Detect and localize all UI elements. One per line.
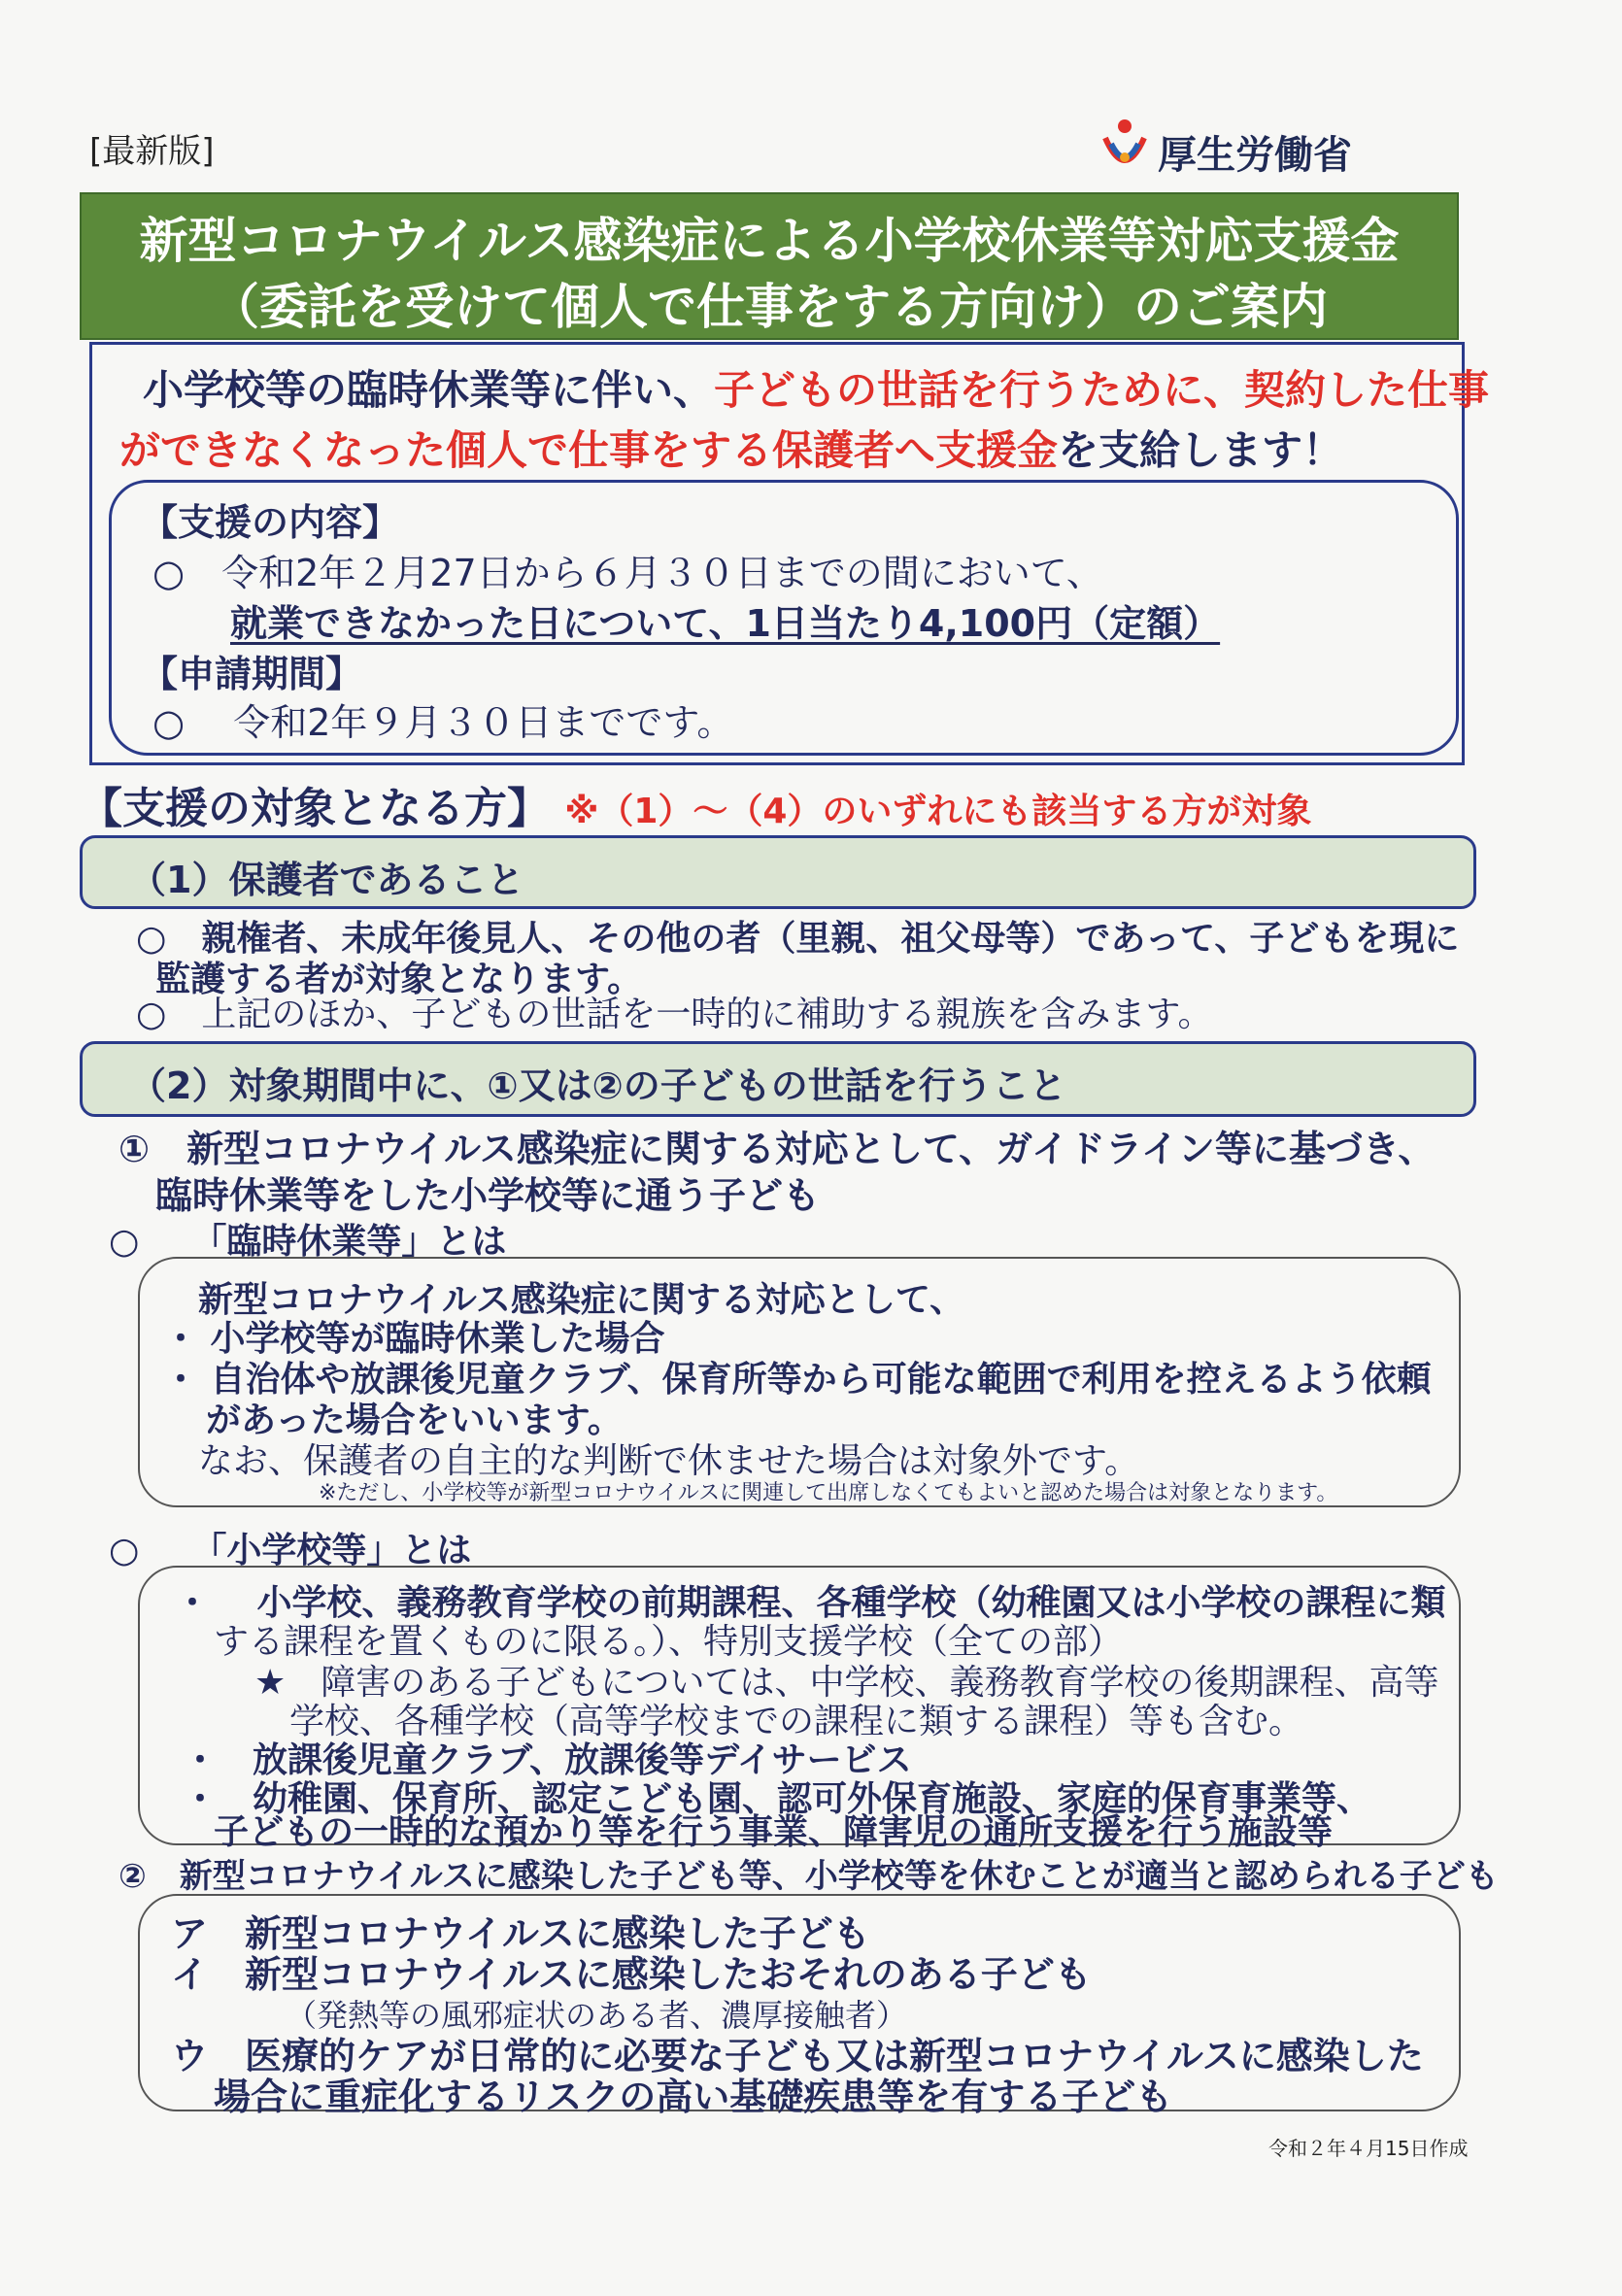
section-2-bar: [80, 1041, 1476, 1117]
k-line-4: があった場合をいいます。: [206, 1401, 623, 1440]
targets-heading-text: 【支援の対象となる方】: [80, 784, 550, 833]
c1-line-2: 臨時休業等をした小学校等に通う子ども: [155, 1174, 821, 1217]
lead-line-2: [119, 419, 1489, 477]
sc-line-1: ・ 小学校、義務教育学校の前期課程、各種学校（幼稚園又は小学校の課程に類: [175, 1583, 1446, 1623]
support-summary-box: [109, 480, 1459, 756]
title-line-2: （委託を受けて個人で仕事をする方向け）のご案内: [211, 279, 1328, 335]
school-heading: ○ 「小学校等」とは: [109, 1531, 472, 1570]
c2-line-2: イ 新型コロナウイルスに感染したおそれのある子ども: [171, 1953, 1092, 1996]
s1-line-3: ○ 上記のほか、子どもの世話を一時的に補助する親族を含みます。: [136, 995, 1213, 1034]
c1-line-1: ① 新型コロナウイルス感染症に関する対応として、ガイドライン等に基づき、: [118, 1128, 1436, 1170]
lead-text-2a: ができなくなった個人で仕事をする保護者へ支援金: [119, 426, 1059, 474]
ministry-logo: [1098, 115, 1418, 183]
sc-line-3: ★ 障害のある子どもについては、中学校、義務教育学校の後期課程、高等: [254, 1663, 1439, 1703]
mhlw-logo-icon: [1098, 115, 1152, 179]
k-line-5: なお、保護者の自主的な判断で休ませた場合は対象外です。: [198, 1441, 1140, 1481]
c2-line-1: ア 新型コロナウイルスに感染した子ども: [171, 1912, 870, 1955]
support-content-line-2: 就業できなかった日について、1日当たり4,100円（定額）: [230, 602, 1221, 645]
edition-label: [最新版]: [89, 132, 215, 171]
targets-heading: [80, 773, 1311, 835]
school-box: [138, 1566, 1461, 1852]
title-line-1: 新型コロナウイルス感染症による小学校休業等対応支援金: [139, 213, 1400, 269]
s1-line-2: 監護する者が対象となります。: [155, 960, 643, 999]
k-line-2: ・ 小学校等が臨時休業した場合: [163, 1319, 665, 1359]
sc-line-6: ・ 幼稚園、保育所、認定こども園、認可外保育施設、家庭的保育事業等、: [183, 1779, 1372, 1819]
c2-line-4: ウ 医療的ケアが日常的に必要な子ども又は新型コロナウイルスに感染した: [171, 2035, 1424, 2077]
sc-line-2: する課程を置くものに限る。）、特別支援学校（全ての部）: [214, 1622, 1124, 1662]
section-1-bar: [80, 835, 1476, 909]
c2-heading: ② 新型コロナウイルスに感染した子ども等、小学校等を休むことが適当と認められる子ども: [118, 1857, 1499, 1896]
lead-text-2b: を支給します！: [1058, 426, 1344, 474]
k-line-1: 新型コロナウイルス感染症に関する対応として、: [198, 1280, 965, 1320]
c2-box: [138, 1894, 1461, 2118]
section-1-title: （1）保護者であること: [129, 859, 524, 901]
lead-line-1: [143, 358, 1512, 417]
kyugyo-heading: ○ 「臨時休業等」とは: [109, 1222, 507, 1262]
application-period-line: ○ 令和2年９月３０日までです。: [152, 701, 734, 744]
application-period-heading: 【申請期間】: [141, 653, 363, 695]
section-2-title: （2）対象期間中に、①又は②の子どもの世話を行うこと: [129, 1064, 1066, 1107]
k-line-3: ・ 自治体や放課後児童クラブ、保育所等から可能な範囲で利用を控えるよう依頼: [163, 1360, 1432, 1400]
creation-date: 令和２年４月15日作成: [1268, 2137, 1469, 2160]
title-banner: [80, 192, 1459, 340]
sc-line-4: 学校、各種学校（高等学校までの課程に類する課程）等も含む。: [289, 1702, 1304, 1741]
ministry-name: 厚生労働省: [1158, 133, 1352, 178]
sc-line-5: ・ 放課後児童クラブ、放課後等デイサービス: [183, 1740, 912, 1780]
targets-note: ※（1）～（4）のいずれにも該当する方が対象: [564, 792, 1312, 831]
lead-text-1b: 子どもの世話を行うために、契約した仕事: [714, 366, 1490, 414]
k-note: ※ただし、小学校等が新型コロナウイルスに関連して出席しなくてもよいと認めた場合は対象となります。: [319, 1481, 1338, 1505]
support-content-line-1: ○ 令和2年２月27日から６月３０日までの間において、: [152, 552, 1103, 594]
s1-line-1: ○ 親権者、未成年後見人、その他の者（里親、祖父母等）であって、子どもを現に: [136, 919, 1460, 959]
kyugyo-box: [138, 1257, 1461, 1507]
c2-line-3: （発熱等の風邪症状のある者、濃厚接触者）: [286, 1997, 908, 2034]
support-content-heading: 【支援の内容】: [141, 501, 400, 544]
sc-line-7: 子どもの一時的な預かり等を行う事業、障害児の通所支援を行う施設等: [214, 1812, 1334, 1852]
lead-text-1a: 小学校等の臨時休業等に伴い、: [143, 366, 715, 414]
c2-line-5: 場合に重症化するリスクの高い基礎疾患等を有する子ども: [214, 2076, 1173, 2118]
